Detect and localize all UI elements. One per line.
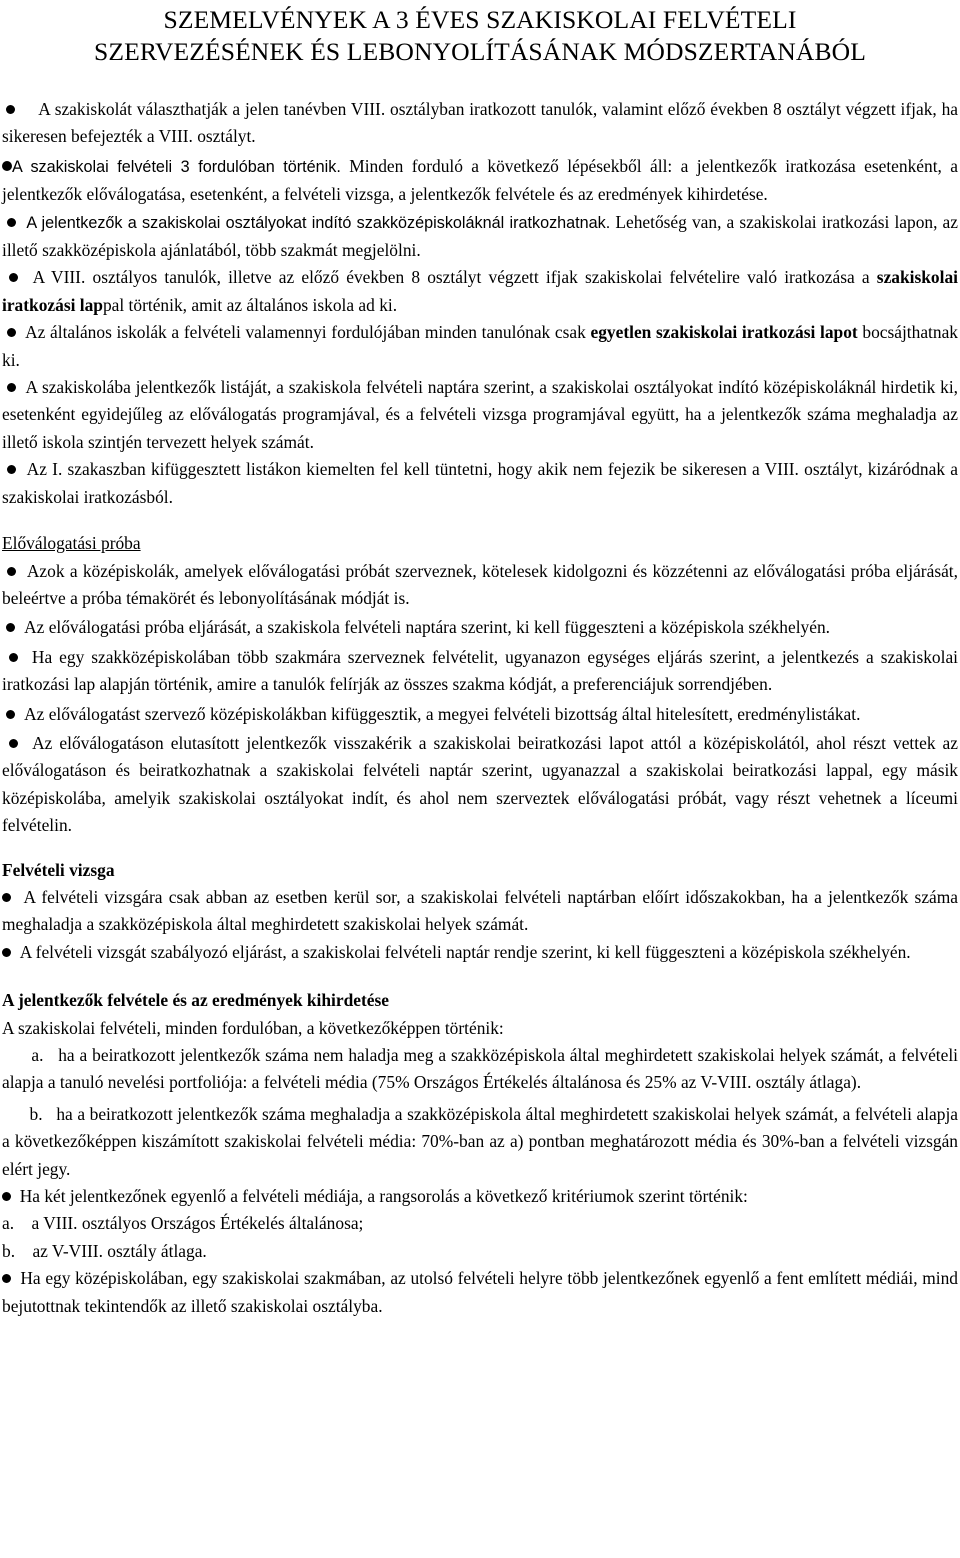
section-heading-admission-results: A jelentkezők felvétele és az eredmények kihirdetése <box>2 990 389 1011</box>
bullet-icon <box>7 465 16 474</box>
admission-bullet-last-place: Ha egy középiskolában, egy szakiskolai szakmában, az utolsó felvételi helyre több jelentkezőnek egyenlő a fent említett médiái, mind bejutottnak tekintendők az illető szakiskolai osztályba. <box>2 1268 958 1316</box>
tie-criterion-b: b. az V-VIII. osztály átlaga. <box>2 1240 207 1261</box>
preselection-bullet-1: Azok a középiskolák, amelyek előválogatási próbát szerveznek, kötelesek kidolgozni és közzétenni az előválogatási próba eljárását, beleértve a próba témakörét és lebonyolításának módját is. <box>2 560 958 608</box>
intro-bullet-7: Az I. szakaszban kifüggesztett listákon kiemelten fel kell tüntetni, hogy akik nem fejezik be sikeresen a VIII. osztályt, kizáródnak a szakiskolai iratkozásból. <box>2 459 958 507</box>
tie-criterion-a: a. a VIII. osztályos Országos Értékelés általánosa; <box>2 1213 364 1234</box>
preselection-bullet-5: Az előválogatáson elutasított jelentkezők visszakérik a szakiskolai beiratkozási lapot attól a középiskolától, ahol részt vettek az előválogatáson és beiratkozhatnak a szakiskolai felvételi naptár szerint, ugyanazzal a szakiskolai beiratkozási lappal, egy másik középiskolába, amelyik szakiskolai osztályokat indít, és ahol nem szerveztek előválogatási próbát, vagy részt vehetnek a líceumi felvételin. <box>2 732 958 836</box>
bullet-icon <box>2 893 11 902</box>
admission-intro: A szakiskolai felvételi, minden fordulóban, a következőképpen történik: <box>2 1017 504 1038</box>
intro-bullet-2: A szakiskolai felvételi 3 fordulóban történik. Minden forduló a következő lépésekből áll: a jelentkezők iratkozása esetenként, a jelentkezők előválogatása, esetenként, a felvételi vizsga, a jelentkezők felvétele és az eredmények kihirdetése. <box>2 155 958 205</box>
admission-case-b: b. ha a beiratkozott jelentkezők száma meghaladja a szakközépiskola által meghirdetett szakiskolai helyek számát, a felvételi alapja a következőképpen kiszámított szakiskolai felvételi média: 70%-ban az a) pontban meghatározott média és 30%-ban a felvételi vizsgán elért jegy. <box>2 1103 959 1179</box>
document-title <box>2 0 958 68</box>
title-line-1: SZEMELVÉNYEK A 3 ÉVES SZAKISKOLAI FELVÉTELI <box>163 5 797 34</box>
bullet-icon <box>6 105 15 114</box>
section-heading-preselection: Előválogatási próba <box>2 533 141 554</box>
bullet-icon <box>9 653 18 662</box>
bullet-icon <box>6 623 15 632</box>
admission-bullet-tie: Ha két jelentkezőnek egyenlő a felvételi médiája, a rangsorolás a következő kritériumok szerint történik: <box>2 1183 958 1210</box>
bullet-icon <box>7 328 16 337</box>
bullet-icon <box>2 1274 11 1283</box>
bullet-icon <box>2 948 11 957</box>
intro-bullet-1: A szakiskolát választhatják a jelen tanévben VIII. osztályban iratkozott tanulók, valamint előző években 8 osztályt végzett ifjak, ha sikeresen befejezték a VIII. osztályt. <box>2 99 959 147</box>
intro-bullet-5: Az általános iskolák a felvételi valamennyi fordulójában minden tanulónak csak egyetlen szakiskolai iratkozási lapot bocsájthatnak ki. <box>2 322 958 370</box>
intro-bullet-4: A VIII. osztályos tanulók, illetve az előző években 8 osztályt végzett ifjak szakiskolai felvételire való iratkozása a szakiskolai iratkozási lappal történik, amit az általános iskola ad ki. <box>2 267 958 315</box>
bullet-icon <box>7 567 16 576</box>
title-line-2: SZERVEZÉSÉNEK ÉS LEBONYOLÍTÁSÁNAK MÓDSZERTANÁBÓL <box>94 37 866 66</box>
bullet-icon <box>2 161 12 171</box>
preselection-bullet-3: Ha egy szakközépiskolában több szakmára szerveznek felvételit, ugyanazon egységes eljárás szerint, a jelentkezés a szakiskolai iratkozási lap alapján történik, amire a tanulók felírják az összes szakma kódját, a preferenciájuk sorrendjében. <box>2 646 958 695</box>
exam-bullet-1: A felvételi vizsgára csak abban az esetben kerül sor, a szakiskolai felvételi naptárban előírt időszakokban, ha a jelentkezők száma meghaladja a szakközépiskola által meghirdetett szakiskolai helyek számát. <box>2 886 958 935</box>
admission-case-a: a. ha a beiratkozott jelentkezők száma nem haladja meg a szakközépiskola által meghirdetett szakiskolai helyek számát, a felvételi alapja a tanuló nevelési portfoliója: a felvételi média (75% Országos Értékelés általánosa és 25% az V-VIII. osztály átlaga). <box>2 1045 958 1093</box>
bullet-icon <box>2 1192 11 1201</box>
exam-bullet-2: A felvételi vizsgát szabályozó eljárást, a szakiskolai felvételi naptár rendje szerint, ki kell függeszteni a középiskola székhelyén. <box>2 939 958 966</box>
preselection-bullet-2: Az előválogatási próba eljárását, a szakiskola felvételi naptára szerint, ki kell függeszteni a középiskola székhelyén. <box>2 614 958 641</box>
preselection-bullet-4: Az előválogatást szervező középiskolákban kifüggesztik, a megyei felvételi bizottság által hitelesített, eredménylistákat. <box>2 701 958 728</box>
section-heading-entrance-exam: Felvételi vizsga <box>2 859 115 880</box>
bullet-icon <box>9 273 18 282</box>
intro-bullet-6: A szakiskolába jelentkezők listáját, a szakiskola felvételi naptára szerint, a szakiskolai osztályokat indító középiskoláknál hirdetik ki, esetenként egyidejűleg az előválogatás programjával, és a felvételi vizsga programjával együtt, ha a jelentkezők száma meghaladja az illető iskola szintjén tervezett helyek számát. <box>2 377 959 452</box>
bullet-icon <box>6 710 15 719</box>
intro-bullet-3: A jelentkezők a szakiskolai osztályokat indító szakközépiskoláknál iratkozhatnak. Lehetőség van, a szakiskolai iratkozási lapon, az illető szakközépiskola ajánlatából, több szakmát megjelölni. <box>2 211 958 261</box>
bullet-icon <box>9 739 18 748</box>
bullet-icon <box>7 383 16 392</box>
bullet-icon <box>7 218 16 227</box>
